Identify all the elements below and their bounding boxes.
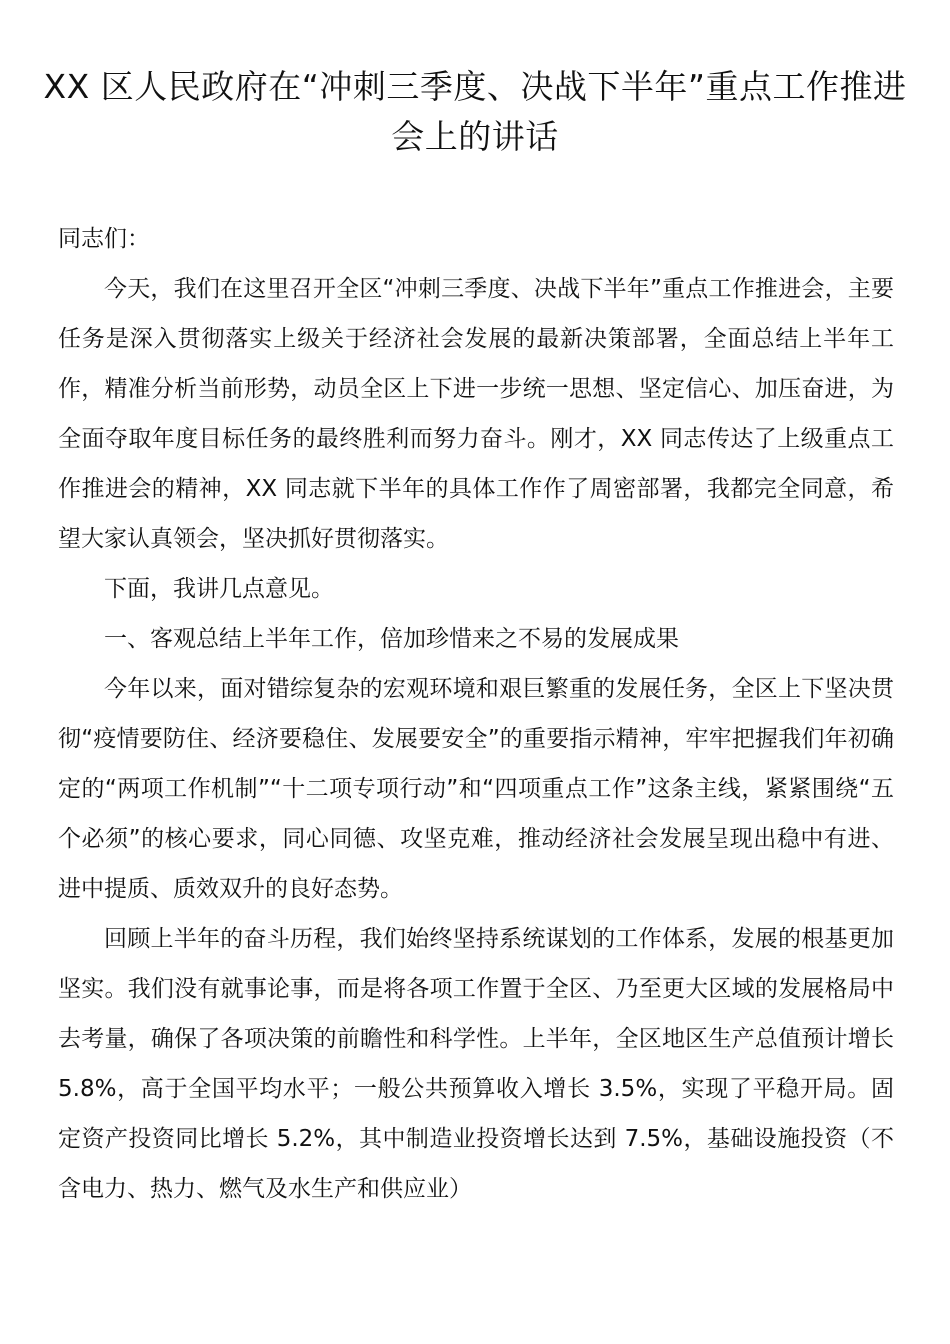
- greeting: 同志们：: [58, 226, 150, 252]
- paragraph-achievements: 回顾上半年的奋斗历程，我们始终坚持系统谋划的工作体系，发展的根基更加坚实。我们没有就事论事，而是将各项工作置于全区、乃至更大区域的发展格局中去考量，确保了各项决策的前瞻性和科学性。上半年，全区地区生产总值预计增长 5.8%，高于全国平均水平；一般公共预算收入增长 3.5%，实现了平稳开局。固定资产投资同比增长 5.2%，其中制造业投资增长达到 7.5%，基础设施投资（不含电力、热力、燃气及水生产和供应业）: [58, 926, 894, 1202]
- paragraph-transition: 下面，我讲几点意见。: [104, 576, 334, 602]
- section-heading-1: 一、客观总结上半年工作，倍加珍惜来之不易的发展成果: [104, 626, 679, 652]
- paragraph-review: 今年以来，面对错综复杂的宏观环境和艰巨繁重的发展任务，全区上下坚决贯彻“疫情要防住、经济要稳住、发展要安全”的重要指示精神，牢牢把握我们年初确定的“两项工作机制”“十二项专项行动”和“四项重点工作”这条主线，紧紧围绕“五个必须”的核心要求，同心同德、攻坚克难，推动经济社会发展呈现出稳中有进、进中提质、质效双升的良好态势。: [58, 676, 894, 902]
- paragraph-intro: 今天，我们在这里召开全区“冲刺三季度、决战下半年”重点工作推进会，主要任务是深入贯彻落实上级关于经济社会发展的最新决策部署，全面总结上半年工作，精准分析当前形势，动员全区上下进一步统一思想、坚定信心、加压奋进，为全面夺取年度目标任务的最终胜利而努力奋斗。刚才，XX 同志传达了上级重点工作推进会的精神，XX 同志就下半年的具体工作作了周密部署，我都完全同意，希望大家认真领会，坚决抓好贯彻落实。: [58, 276, 894, 552]
- document-title: XX 区人民政府在“冲刺三季度、决战下半年”重点工作推进会上的讲话: [43, 67, 907, 156]
- document-body: [58, 214, 894, 1214]
